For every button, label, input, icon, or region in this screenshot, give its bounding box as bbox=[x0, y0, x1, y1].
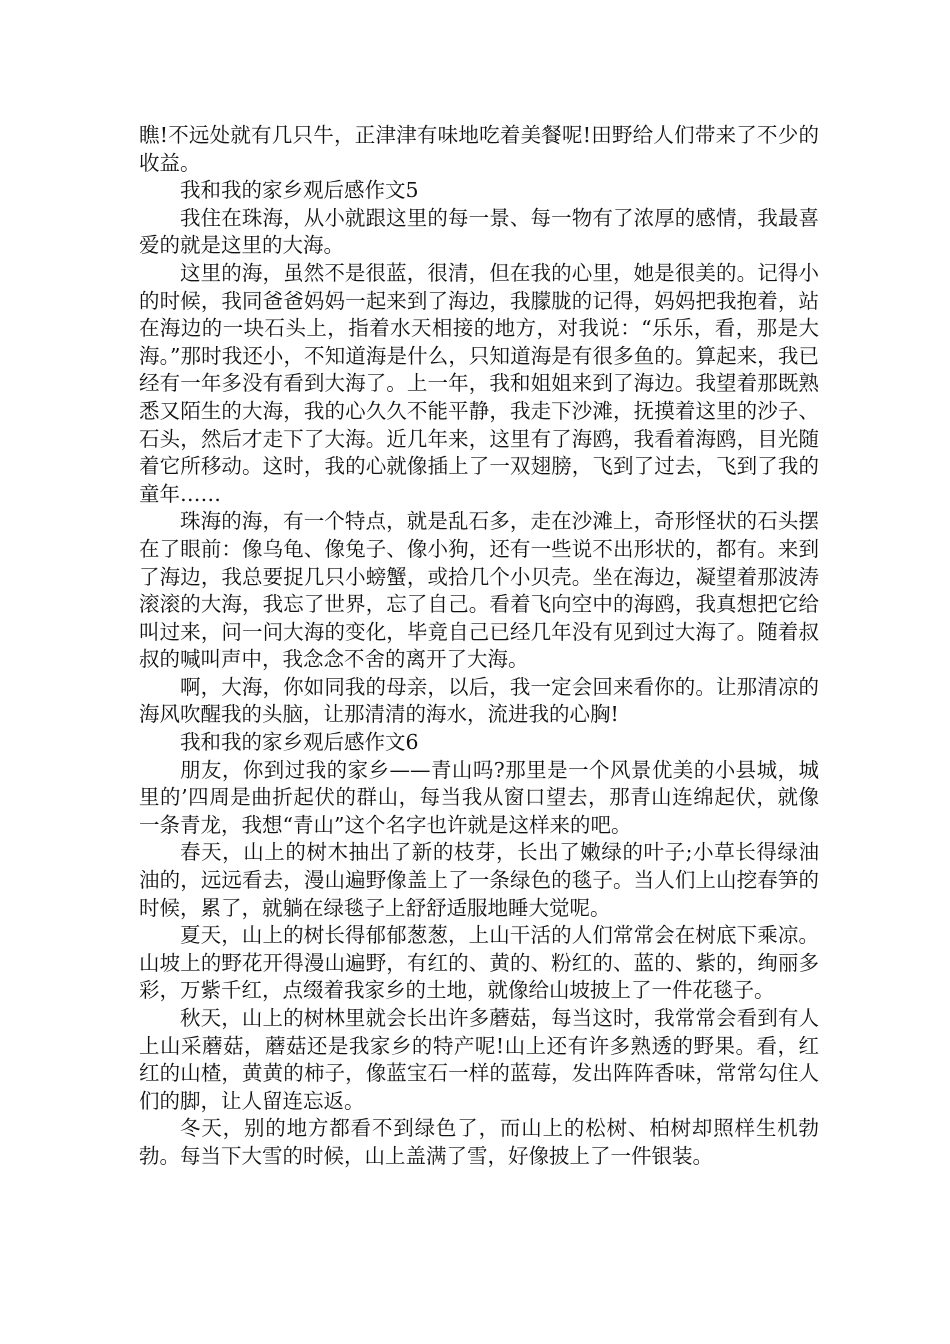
paragraph: 夏天，山上的树长得郁郁葱葱，上山干活的人们常常会在树底下乘凉。山坡上的野花开得漫山遍野，有红的、黄的、粉红的、蓝的、紫的，绚丽多彩，万紫千红，点缀着我家乡的土地，就像给山坡披上了一件花毯子。 bbox=[139, 923, 819, 1003]
document-body bbox=[139, 122, 819, 1171]
paragraph: 冬天，别的地方都看不到绿色了，而山上的松树、柏树却照样生机勃勃。每当下大雪的时候，山上盖满了雪，好像披上了一件银装。 bbox=[139, 1116, 819, 1168]
section-heading-6: 我和我的家乡观后感作文6 bbox=[180, 730, 419, 755]
section-heading-5: 我和我的家乡观后感作文5 bbox=[180, 178, 419, 203]
paragraph: 珠海的海，有一个特点，就是乱石多，走在沙滩上，奇形怪状的石头摆在了眼前：像乌龟、像兔子、像小狗，还有一些说不出形状的，都有。来到了海边，我总要捉几只小螃蟹，或拾几个小贝壳。坐在海边，凝望着那波涛滚滚的大海，我忘了世界，忘了自己。看着飞向空中的海鸥，我真想把它给叫过来，问一问大海的变化，毕竟自己已经几年没有见到过大海了。随着叔叔的喊叫声中，我念念不舍的离开了大海。 bbox=[139, 509, 819, 672]
paragraph: 春天，山上的树木抽出了新的枝芽，长出了嫩绿的叶子;小草长得绿油油的，远远看去，漫山遍野像盖上了一条绿色的毯子。当人们上山挖春笋的时候，累了，就躺在绿毯子上舒舒适服地睡大觉呢。 bbox=[139, 840, 819, 920]
paragraph: 秋天，山上的树林里就会长出许多蘑菇，每当这时，我常常会看到有人上山采蘑菇，蘑菇还是我家乡的特产呢!山上还有许多熟透的野果。看，红红的山楂，黄黄的柿子，像蓝宝石一样的蓝莓，发出阵阵香味，常常勾住人们的脚，让人留连忘返。 bbox=[139, 1006, 819, 1113]
paragraph-continued: 瞧!不远处就有几只牛，正津津有味地吃着美餐呢!田野给人们带来了不少的收益。 bbox=[139, 123, 819, 175]
paragraph: 朋友，你到过我的家乡——青山吗?那里是一个风景优美的小县城，城里的’四周是曲折起伏的群山，每当我从窗口望去，那青山连绵起伏，就像一条青龙，我想“青山”这个名字也许就是这样来的吧。 bbox=[139, 757, 819, 837]
paragraph: 啊，大海，你如同我的母亲，以后，我一定会回来看你的。让那清凉的海风吹醒我的头脑，让那清清的海水，流进我的心胸! bbox=[139, 674, 819, 727]
paragraph: 我住在珠海，从小就跟这里的每一景、每一物有了浓厚的感情，我最喜爱的就是这里的大海。 bbox=[139, 205, 819, 258]
paragraph: 这里的海，虽然不是很蓝，很清，但在我的心里，她是很美的。记得小的时候，我同爸爸妈妈一起来到了海边，我朦胧的记得，妈妈把我抱着，站在海边的一块石头上，指着水天相接的地方，对我说：“乐乐，看，那是大海。”那时我还小，不知道海是什么，只知道海是有很多鱼的。算起来，我已经有一年多没有看到大海了。上一年，我和姐姐来到了海边。我望着那既熟悉又陌生的大海，我的心久久不能平静，我走下沙滩，抚摸着这里的沙子、石头，然后才走下了大海。近几年来，这里有了海鸥，我看着海鸥，目光随着它所移动。这时，我的心就像插上了一双翅膀，飞到了过去，飞到了我的童年…… bbox=[139, 260, 819, 506]
